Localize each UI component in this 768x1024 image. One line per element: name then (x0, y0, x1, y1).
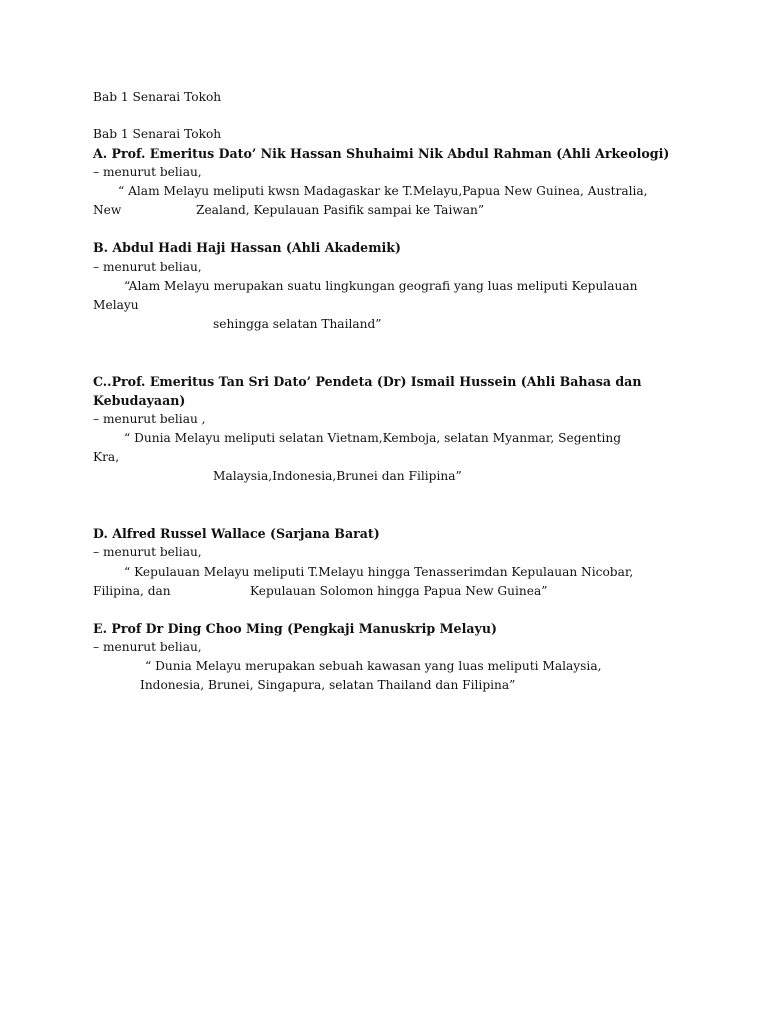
entry-heading: B. Abdul Hadi Haji Hassan (Ahli Akademik) (93, 240, 401, 255)
entry-intro: – menurut beliau, (93, 260, 202, 274)
entry-quote-line: Zealand, Kepulauan Pasifik sampai ke Taiwan” (196, 203, 485, 217)
entry-intro: – menurut beliau, (93, 545, 202, 559)
entry-quote-line: New (93, 203, 122, 217)
entry-quote-line: “ Alam Melayu meliputi kwsn Madagaskar ke T.Melayu,Papua New Guinea, Australia, (118, 184, 648, 198)
entry-quote-line: “Alam Melayu merupakan suatu lingkungan geografi yang luas meliputi Kepulauan (124, 279, 638, 293)
entry-intro: – menurut beliau, (93, 165, 202, 179)
document-title: Bab 1 Senarai Tokoh (93, 90, 222, 104)
entry-heading: E. Prof Dr Ding Choo Ming (Pengkaji Manuskrip Melayu) (93, 621, 497, 636)
entry-quote-line: Kra, (93, 450, 120, 464)
entry-quote-line: Malaysia,Indonesia,Brunei dan Filipina” (213, 469, 462, 483)
entry-quote-line: “ Dunia Melayu merupakan sebuah kawasan yang luas meliputi Malaysia, (145, 659, 602, 673)
entry-heading: Kebudayaan) (93, 393, 186, 408)
entry-heading: A. Prof. Emeritus Dato’ Nik Hassan Shuhaimi Nik Abdul Rahman (Ahli Arkeologi) (93, 146, 670, 161)
entry-quote-line: “ Dunia Melayu meliputi selatan Vietnam,Kemboja, selatan Myanmar, Segenting (124, 431, 622, 445)
entry-quote-line: “ Kepulauan Melayu meliputi T.Melayu hingga Tenasserimdan Kepulauan Nicobar, (124, 565, 634, 579)
entry-quote-line: sehingga selatan Thailand” (213, 317, 382, 331)
section-title: Bab 1 Senarai Tokoh (93, 127, 222, 141)
entry-quote-line: Kepulauan Solomon hingga Papua New Guinea” (250, 584, 548, 598)
entry-heading: D. Alfred Russel Wallace (Sarjana Barat) (93, 526, 380, 541)
entry-heading: C..Prof. Emeritus Tan Sri Dato’ Pendeta (Dr) Ismail Hussein (Ahli Bahasa dan (93, 374, 642, 389)
entry-intro: – menurut beliau , (93, 412, 206, 426)
entry-quote-line: Indonesia, Brunei, Singapura, selatan Thailand dan Filipina” (140, 678, 516, 692)
entry-quote-line: Filipina, dan (93, 584, 171, 598)
entry-quote-line: Melayu (93, 298, 139, 312)
entry-intro: – menurut beliau, (93, 640, 202, 654)
